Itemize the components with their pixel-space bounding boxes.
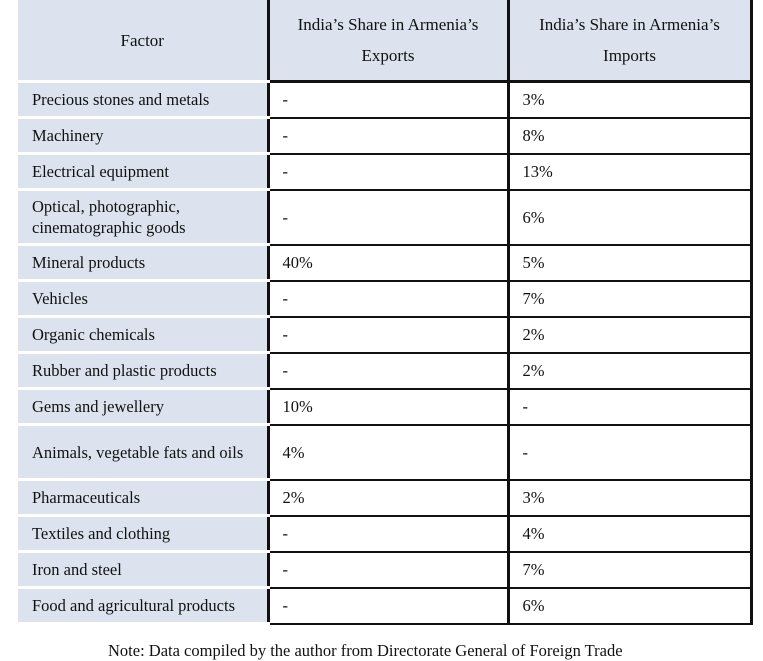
- cell-imports: 4%: [508, 516, 751, 552]
- trade-share-table: [18, 0, 753, 625]
- table-row: [18, 425, 751, 480]
- trade-share-table-container: [18, 0, 751, 625]
- cell-imports: 3%: [508, 480, 751, 516]
- table-row: [18, 389, 751, 425]
- table-row: [18, 154, 751, 190]
- cell-exports: -: [268, 353, 508, 389]
- cell-factor: Iron and steel: [18, 552, 268, 588]
- table-row: [18, 281, 751, 317]
- cell-exports: -: [268, 154, 508, 190]
- cell-factor: Vehicles: [18, 281, 268, 317]
- cell-exports: -: [268, 82, 508, 118]
- cell-imports: 7%: [508, 552, 751, 588]
- cell-factor: Food and agricultural products: [18, 588, 268, 624]
- cell-imports: 8%: [508, 118, 751, 154]
- cell-exports: 10%: [268, 389, 508, 425]
- cell-imports: -: [508, 389, 751, 425]
- cell-exports: -: [268, 281, 508, 317]
- table-row: [18, 245, 751, 281]
- cell-imports: 7%: [508, 281, 751, 317]
- cell-imports: 6%: [508, 190, 751, 245]
- cell-exports: 40%: [268, 245, 508, 281]
- table-row: [18, 317, 751, 353]
- cell-imports: 6%: [508, 588, 751, 624]
- cell-imports: 13%: [508, 154, 751, 190]
- table-row: [18, 552, 751, 588]
- table-row: [18, 516, 751, 552]
- table-row: [18, 588, 751, 624]
- cell-factor: Optical, photographic, cinematographic goods: [18, 190, 268, 245]
- cell-factor: Organic chemicals: [18, 317, 268, 353]
- table-header-row: [18, 0, 751, 82]
- cell-imports: 5%: [508, 245, 751, 281]
- cell-factor: Textiles and clothing: [18, 516, 268, 552]
- cell-factor: Precious stones and metals: [18, 82, 268, 118]
- table-row: [18, 118, 751, 154]
- cell-exports: -: [268, 588, 508, 624]
- table-row: [18, 353, 751, 389]
- cell-imports: 2%: [508, 317, 751, 353]
- cell-imports: 2%: [508, 353, 751, 389]
- table-row: [18, 190, 751, 245]
- cell-factor: Mineral products: [18, 245, 268, 281]
- cell-factor: Rubber and plastic products: [18, 353, 268, 389]
- cell-exports: -: [268, 118, 508, 154]
- cell-factor: Machinery: [18, 118, 268, 154]
- header-factor: Factor: [18, 0, 268, 82]
- source-note: Note: Data compiled by the author from Directorate General of Foreign Trade: [108, 641, 623, 660]
- cell-imports: -: [508, 425, 751, 480]
- cell-exports: -: [268, 190, 508, 245]
- header-imports-share: India’s Share in Armenia’s Imports: [508, 0, 751, 82]
- header-exports-share: India’s Share in Armenia’s Exports: [268, 0, 508, 82]
- cell-factor: Electrical equipment: [18, 154, 268, 190]
- cell-exports: 2%: [268, 480, 508, 516]
- cell-factor: Pharmaceuticals: [18, 480, 268, 516]
- cell-exports: 4%: [268, 425, 508, 480]
- cell-factor: Animals, vegetable fats and oils: [18, 425, 268, 480]
- table-row: [18, 480, 751, 516]
- cell-exports: -: [268, 317, 508, 353]
- table-row: [18, 82, 751, 118]
- cell-factor: Gems and jewellery: [18, 389, 268, 425]
- cell-imports: 3%: [508, 82, 751, 118]
- cell-exports: -: [268, 552, 508, 588]
- cell-exports: -: [268, 516, 508, 552]
